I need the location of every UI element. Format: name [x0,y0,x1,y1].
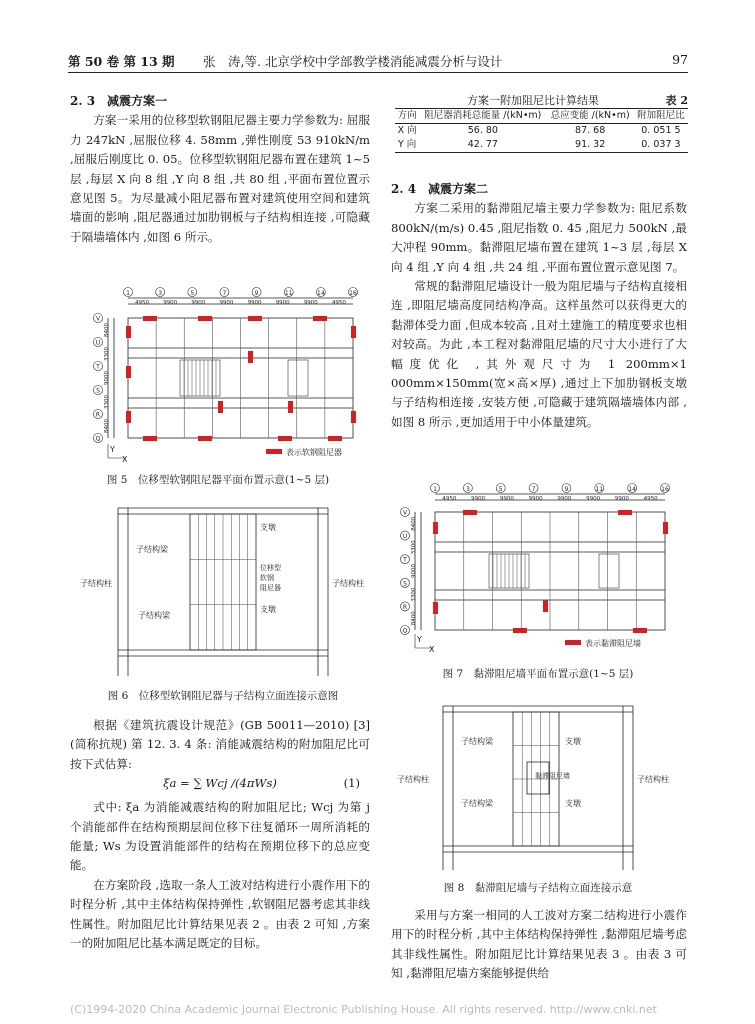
figure-5-caption: 图 5 位移型软钢阻尼器平面布置示意(1~5 层) [106,474,330,486]
table-cell: Y 向 [397,139,417,150]
right-column-top [391,180,687,432]
table-cell: 0. 037 3 [641,139,681,150]
span-label: 3300 [104,395,110,409]
equation: ξa = ∑ Wcj /(4πWs) [163,776,277,791]
paragraph: 在方案阶段 ,选取一条人工波对结构进行小震作用下的时程分析 ,其中主体结构保持弹性 ,软钢阻尼器考虑其非线性属性。附加阻尼比计算结果见表 2 。由表 2 可知 ,方案一的附加阻尼比基本满足既定的目标。 [70,877,370,951]
damper-mark [126,411,131,423]
axis-label: 9 [254,290,259,297]
pier-label: 支墩 [565,799,581,808]
damper-mark [288,401,293,413]
span-label: 9900 [614,496,629,502]
table-header: 附加阻尼比 [634,109,688,124]
damper-mark [248,316,262,321]
left-column-bottom [70,716,370,953]
axis-label: 11 [284,290,293,297]
damper-mark [126,366,131,378]
paragraph: 方案二采用的黏滞阻尼墙主要力学参数为: 阻尼系数 800kN/(m/s) 0.45 ,阻尼指数 0. 45 ,阻尼力 500kN ,最大冲程 90mm。黏滞阻尼墙布置在建筑 1~3 层 ,每层 X 向 4 组 ,Y 向 4 组 ,共 24 组 ,平面布置位置示意见图 7。 [391,201,687,274]
figure-6-caption: 图 6 位移型软钢阻尼器与子结构立面连接示意图 [107,690,339,702]
svg-text:X: X [429,645,435,654]
axis-label: 16 [661,486,669,493]
figure-8-elevation [395,700,685,872]
sub-column-label: 子结构柱 [397,775,429,784]
damper-mark [218,401,223,413]
span-label: 8400 [411,611,417,626]
span-label: 9900 [219,300,234,306]
damper-mark [313,316,327,321]
page-number: 97 [672,52,688,67]
paragraph: 根据《建筑抗震设计规范》(GB 50011—2010) [3](简称抗规) 第 12. 3. 4 条: 消能减震结构的附加阻尼比可按下式估算: [70,718,370,771]
table-row [395,138,688,153]
left-column-top [70,92,370,247]
svg-text:Y: Y [417,635,422,644]
span-label: 9900 [303,300,318,306]
axis-label: R [95,411,101,419]
axis-label: R [402,603,408,611]
legend-label: 表示软钢阻尼器 [286,448,342,457]
span-label: 9900 [557,496,572,502]
damper-mark [126,326,131,338]
equation-number: (1) [343,776,360,791]
span-label: 9000 [104,371,110,385]
axis-label: T [96,363,100,371]
paragraph: 常规的黏滞阻尼墙设计一般为阻尼墙与子结构直接相连 ,即阻尼墙高度同结构净高。这样虽然可以获得更大的黏滞体受力面 ,但成本较高 ,且对土建施工的精度要求也相对较高。为此 ,本工程对黏滞阻尼墙的尺寸大小进行了大幅度优化 ,其外观尺寸为 1 200mm×1 000mm×150mm(宽×高×厚) ,通过上下加肋钢板支墩与子结构相连接 ,安装方便 ,可隐藏于建筑隔墙墙体内部 ,如图 8 所示 ,更加适用于中小体量建筑。 [391,279,687,429]
figure-8-caption: 图 8 黏滞阻尼墙与子结构立面连接示意 [443,882,633,894]
sub-beam-label: 子结构梁 [461,799,493,808]
pier-label: 支墩 [565,737,581,746]
figure-6-elevation [78,500,368,678]
figure-7-caption: 图 7 黏滞阻尼墙平面布置示意(1~5 层) [442,668,634,680]
span-label: 3300 [104,347,110,361]
section-2-4-heading: 2. 4 减震方案二 [391,182,489,196]
header-rule [68,72,688,73]
damper-mark [663,522,668,534]
section-2-3-heading: 2. 3 减震方案一 [70,94,168,108]
damper-mark [513,628,527,633]
axis-label: 16 [349,290,357,297]
axis-label: 7 [531,486,536,493]
axis-label: Q [95,435,101,443]
table-cell: 91. 32 [575,139,606,150]
pier-label: 支墩 [260,605,276,614]
sub-column-label: 子结构柱 [80,579,112,588]
table-cell: 56. 80 [467,125,498,136]
svg-text:X: X [122,455,128,464]
copyright-watermark: (C)1994-2020 China Academic Journal Electronic Publishing House. All rights reserved. http://www.cnki.net [70,1003,657,1016]
axis-label: Q [402,627,408,635]
span-label: 9900 [247,300,262,306]
damper-mark [198,316,212,321]
table-header-row [395,109,688,124]
damper-mark [463,510,477,515]
equation-1 [70,774,370,798]
damper-mark [351,326,356,338]
axis-label: 5 [498,486,503,493]
damper-mark [543,600,548,612]
span-label: 9900 [499,496,514,502]
sub-column-label: 子结构柱 [637,775,669,784]
table-row [395,124,688,139]
damper-mark [633,628,647,633]
span-label: 8400 [104,323,110,337]
span-label: 9900 [471,496,486,502]
table-title: 方案一附加阻尼比计算结果 [467,94,599,107]
axis-label: 11 [595,486,604,493]
figure-5-plan [88,286,368,466]
table-header: 阻尼器消耗总能量 /(kN•m) [419,109,546,124]
axis-label: 14 [317,290,325,297]
pier-label: 支墩 [260,523,276,532]
axis-label: 14 [628,486,636,493]
span-label: 9900 [191,300,206,306]
damper-mark [278,436,292,441]
table-2 [395,92,688,153]
figure-7-plan [393,482,683,654]
span-label: 4950 [643,496,658,502]
damper-mark [433,602,438,614]
span-label: 4950 [331,300,346,306]
axis-label: S [96,387,100,395]
table-header: 方向 [395,109,419,124]
paragraph: 采用与方案一相同的人工波对方案二结构进行小震作用下的时程分析 ,其中主体结构保持弹性 ,黏滞阻尼墙考虑其非线性属性。附加阻尼比计算结果见表 3 。由表 3 可知 ,黏滞阻尼墙方案能够提供给 [391,908,687,981]
axis-label: V [402,509,408,517]
svg-text:阻尼器: 阻尼器 [260,584,281,592]
span-label: 4950 [442,496,457,502]
paragraph: 方案一采用的位移型软钢阻尼器主要力学参数为: 屈服力 247kN ,屈服位移 4. 58mm ,弹性刚度 53 910kN/m ,屈服后刚度比 0. 05。位移型软钢阻尼器布置在建筑 1~5 层 ,每层 X 向 8 组 ,Y 向 8 组 ,共 80 组 ,平面布置位置示意见图 5。为尽量减小阻尼器布置对建筑使用空间和建筑墙面的影响 ,阻尼器通过加肋钢板与子结构相连接 ,可隐藏于隔墙墙体内 ,如图 6 所示。 [70,113,370,244]
axis-label: U [402,533,408,541]
sub-beam-label: 子结构梁 [461,737,493,746]
axis-label: 5 [190,290,195,297]
span-label: 9900 [163,300,178,306]
sub-beam-label: 子结构梁 [136,545,168,554]
svg-text:Y: Y [110,445,115,454]
axis-label: T [403,556,407,564]
damper-mark [351,411,356,423]
sub-beam-label: 子结构梁 [138,611,170,620]
span-label: 3300 [411,587,417,602]
damper-mark [143,436,157,441]
axis-label: 1 [126,290,130,297]
svg-text:软钢: 软钢 [260,574,274,582]
table-cell: X 向 [397,125,417,136]
span-label: 3300 [411,540,417,555]
axis-label: U [95,339,101,347]
axis-label: 1 [433,486,437,493]
table-cell: 0. 051 5 [641,125,681,136]
table-cell: 42. 77 [467,139,498,150]
axis-label: S [403,580,407,588]
span-label: 9900 [275,300,290,306]
table-caption [395,92,688,108]
issue-label: 第 50 卷 第 13 期 [68,54,175,69]
span-label: 9000 [411,564,417,578]
axis-label: V [95,315,101,323]
damper-mark [433,522,438,534]
span-label: 8400 [411,516,417,531]
axis-label: 3 [158,290,163,297]
span-label: 8400 [104,419,110,433]
table-number: 表 2 [665,94,688,107]
damper-mark [618,510,632,515]
right-column-bottom [391,906,687,984]
damper-label: 位移型 [260,564,281,572]
damper-mark [143,316,157,321]
span-label: 9900 [528,496,543,502]
damper-mark [248,351,253,363]
damper-mark [328,436,342,441]
span-label: 9900 [586,496,601,502]
damper-mark [198,436,212,441]
legend-label: 表示黏滞阻尼墙 [585,639,641,648]
table-header: 总应变能 /(kN•m) [546,109,633,124]
axis-label: 9 [564,486,569,493]
span-label: 4950 [135,300,150,306]
axis-label: 3 [465,486,470,493]
sub-column-label: 子结构柱 [332,579,364,588]
axis-label: 7 [222,290,227,297]
paragraph: 式中: ξa 为消能减震结构的附加阻尼比; Wcj 为第 j 个消能部件在结构预期层间位移下往复循环一周所消耗的能量; Ws 为设置消能部件的结构在预期位移下的总应变能。 [70,800,370,873]
damper-label: 黏滞阻尼墙 [535,772,570,780]
table-cell: 87. 68 [575,125,606,136]
article-title: 张 涛,等. 北京学校中学部教学楼消能减震分析与设计 [203,54,503,69]
